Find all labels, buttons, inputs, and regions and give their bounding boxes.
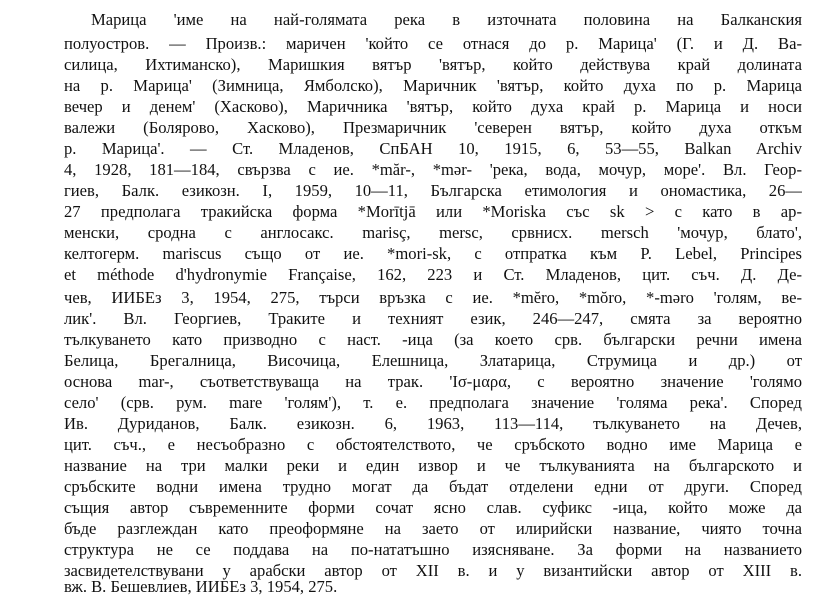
entry-text-line: вж. В. Бешевлиев, ИИБЕз 3, 1954, 275. [64,577,338,596]
entry-text-line: гиев, Балк. езикозн. I, 1959, 10—11, Българска етимология и ономастика, 26— [64,181,802,200]
entry-text-line: сръбските водни имена трудно могат да бъдат отделени едни от други. Според [64,477,802,496]
entry-text-line: 27 предполага тракийска форма *Morītjā или *Moriska със sk > c като в ар- [64,202,802,221]
entry-text-line: на р. Марица' (Зимница, Ямболско), Маричник 'вятър, който духа по р. Марица [64,76,802,95]
entry-text-line: менски, сродна с англосакс. marisç, mersc, срвнисх. mersch 'мочур, блато', [64,223,802,242]
entry-text-line: полуостров. — Произв.: маричен 'който се отнася до р. Марица' (Г. и Д. Ва- [64,34,802,53]
entry-text-line: Марица 'име на най-голямата река в източната половина на Балканския [91,10,802,29]
entry-text-line: Ив. Дуриданов, Балк. езикозн. 6, 1963, 113—114, тълкуването на Дечев, [64,414,802,433]
entry-text-line: основа mar-, съответствуваща на трак. 'Ισ-μαρα, с вероятно значение 'голямо [64,372,802,391]
entry-text-line: вечер и денем' (Хасково), Маричника 'вятър, който духа край р. Марица и носи [64,97,802,116]
entry-text-line: Белица, Брегалница, Височица, Елешница, Златарица, Струмица и др.) от [64,351,802,370]
entry-text-line: тълкуването като призводно с наст. -ица (за което срв. български речни имена [64,330,802,349]
entry-text-line: валежи (Болярово, Хасково), Презмаричник 'северен вятър, който духа откъм [64,118,802,137]
entry-text-line: цит. съч., е несъобразно с обстоятелството, че сръбското водно име Марица е [64,435,802,454]
entry-text-line: лик'. Вл. Георгиев, Траките и техният език, 246—247, смята за вероятно [64,309,802,328]
entry-text-line: чев, ИИБЕз 3, 1954, 275, търси връзка с ие. *mĕro, *mŏro, *-məro 'голям, ве- [64,288,802,307]
entry-text-line: р. Марица'. — Ст. Младенов, СпБАН 10, 1915, 6, 53—55, Balkan Archiv [64,139,802,158]
entry-text-line: 4, 1928, 181—184, свързва с ие. *măr-, *mər- 'река, вода, мочур, море'. Вл. Геор- [64,160,802,179]
entry-text-line: същия автор съвременните форми сочат ясно слав. суфикс -ица, който може да [64,498,802,517]
entry-text-line: село' (срв. рум. mare 'голям'), т. е. предполага значение 'голяма река'. Според [64,393,802,412]
entry-text-line: структура не се поддава на по-нататъшно изясняване. За форми на названието [64,540,802,559]
entry-text-line: силица, Ихтиманско), Маришкия вятър 'вятър, който действува край долината [64,55,802,74]
entry-text-line: засвидетелствувани у арабски автор от XII в. и у византийски автор от XIII в. [64,561,802,580]
entry-text-line: et méthode d'hydronymie Française, 162, 223 и Ст. Младенов, цит. съч. Д. Де- [64,265,802,284]
entry-text-line: название на три малки реки и един извор и че тълкуванията на българското и [64,456,802,475]
entry-text-line: бъде разглеждан като преоформяне на заето от илирийски название, чиято точна [64,519,802,538]
entry-text-line: келтогерм. mariscus също от ие. *mori-sk, с отпратка към P. Lebel, Principes [64,244,802,263]
